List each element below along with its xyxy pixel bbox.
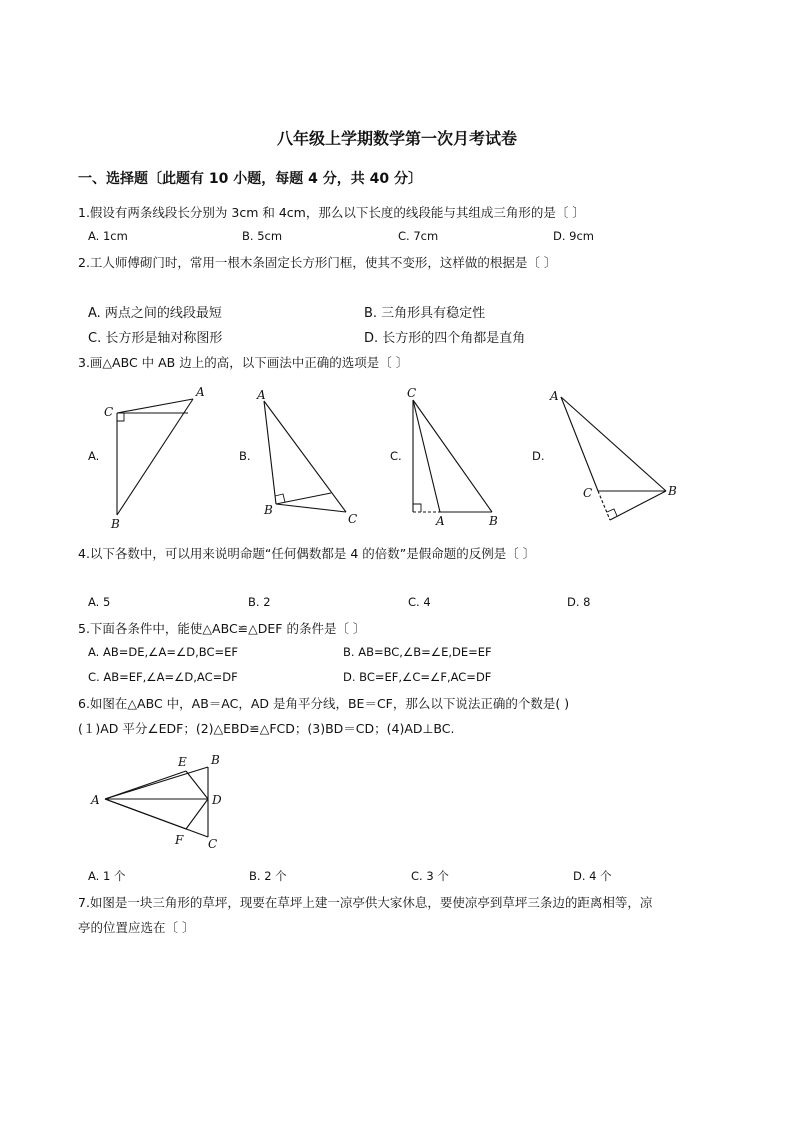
q3-option-a[interactable]: A. bbox=[88, 449, 100, 463]
q6-label-a: A bbox=[91, 793, 100, 807]
q2-option-c[interactable]: C. 长方形是轴对称图形 bbox=[88, 331, 223, 346]
q3b-label-c: C bbox=[348, 512, 358, 526]
q6-figure-lines bbox=[105, 767, 208, 837]
q6-label-c: C bbox=[208, 837, 218, 851]
q5-option-c[interactable]: C. AB=EF,∠A=∠D,AC=DF bbox=[88, 670, 238, 684]
q3d-label-b: B bbox=[668, 484, 677, 498]
q6-option-a[interactable]: A. 1 个 bbox=[88, 869, 126, 883]
question-7-stem-line-2: 亭的位置应选在〔 〕 bbox=[78, 920, 195, 935]
q6-label-b: B bbox=[211, 753, 220, 767]
q6-option-d[interactable]: D. 4 个 bbox=[573, 869, 612, 883]
q3-option-d[interactable]: D. bbox=[532, 449, 545, 463]
q3a-label-b: B bbox=[111, 517, 120, 531]
q3a-label-a: A bbox=[196, 385, 205, 399]
question-3-stem: 3.画△ABC 中 AB 边上的高，以下画法中正确的选项是〔 〕 bbox=[78, 355, 409, 370]
question-1-stem: 1.假设有两条线段长分别为 3cm 和 4cm，那么以下长度的线段能与其组成三角形的是〔 〕 bbox=[78, 205, 585, 220]
q5-option-d[interactable]: D. BC=EF,∠C=∠F,AC=DF bbox=[343, 670, 492, 684]
q4-option-a[interactable]: A. 5 bbox=[88, 595, 111, 609]
q3b-label-a: A bbox=[257, 388, 266, 402]
question-2-stem: 2.工人师傅砌门时，常用一根木条固定长方形门框，使其不变形，这样做的根据是〔 〕 bbox=[78, 255, 557, 270]
q2-option-d[interactable]: D. 长方形的四个角都是直角 bbox=[364, 331, 526, 346]
q6-label-e: E bbox=[178, 755, 187, 769]
q6-label-d: D bbox=[212, 793, 222, 807]
q3d-label-a: A bbox=[550, 389, 559, 403]
question-6-conditions: (１)AD 平分∠EDF；(2)△EBD≌△FCD；(3)BD＝CD；(4)AD⊥BC. bbox=[78, 721, 455, 736]
q5-option-b[interactable]: B. AB=BC,∠B=∠E,DE=EF bbox=[343, 645, 492, 659]
question-4-stem: 4.以下各数中，可以用来说明命题“任何偶数都是 4 的倍数”是假命题的反例是〔 〕 bbox=[78, 546, 536, 561]
q6-option-b[interactable]: B. 2 个 bbox=[249, 869, 287, 883]
q4-option-d[interactable]: D. 8 bbox=[567, 595, 591, 609]
q3c-label-b: B bbox=[489, 514, 498, 528]
section-heading: 一、选择题〔此题有 10 小题，每题 4 分，共 40 分〕 bbox=[78, 171, 422, 187]
q3-option-b[interactable]: B. bbox=[239, 449, 251, 463]
q5-option-a[interactable]: A. AB=DE,∠A=∠D,BC=EF bbox=[88, 645, 239, 659]
q1-option-b[interactable]: B. 5cm bbox=[242, 229, 283, 243]
q3a-label-c: C bbox=[104, 405, 114, 419]
q2-option-b[interactable]: B. 三角形具有稳定性 bbox=[364, 306, 486, 321]
q1-option-c[interactable]: C. 7cm bbox=[398, 229, 439, 243]
q3-option-c[interactable]: C. bbox=[390, 449, 402, 463]
q6-option-c[interactable]: C. 3 个 bbox=[411, 869, 449, 883]
q2-option-a[interactable]: A. 两点之间的线段最短 bbox=[88, 306, 222, 321]
q4-option-b[interactable]: B. 2 bbox=[248, 595, 271, 609]
q1-option-a[interactable]: A. 1cm bbox=[88, 229, 128, 243]
question-6-stem: 6.如图在△ABC 中，AB＝AC，AD 是角平分线，BE＝CF，那么以下说法正确的个数是( ) bbox=[78, 696, 570, 711]
q4-option-c[interactable]: C. 4 bbox=[408, 595, 431, 609]
question-7-stem-line-1: 7.如图是一块三角形的草坪，现要在草坪上建一凉亭供大家休息，要使凉亭到草坪三条边的距离相等，凉 bbox=[78, 895, 653, 910]
q6-label-f: F bbox=[175, 833, 184, 847]
q3b-label-b: B bbox=[264, 503, 273, 517]
q3c-label-a: A bbox=[436, 514, 445, 528]
q3d-label-c: C bbox=[583, 486, 593, 500]
question-5-stem: 5.下面各条件中，能使△ABC≌△DEF 的条件是〔 〕 bbox=[78, 621, 366, 636]
q1-option-d[interactable]: D. 9cm bbox=[553, 229, 595, 243]
q3c-label-c: C bbox=[407, 386, 417, 400]
page-title: 八年级上学期数学第一次月考试卷 bbox=[276, 129, 517, 148]
